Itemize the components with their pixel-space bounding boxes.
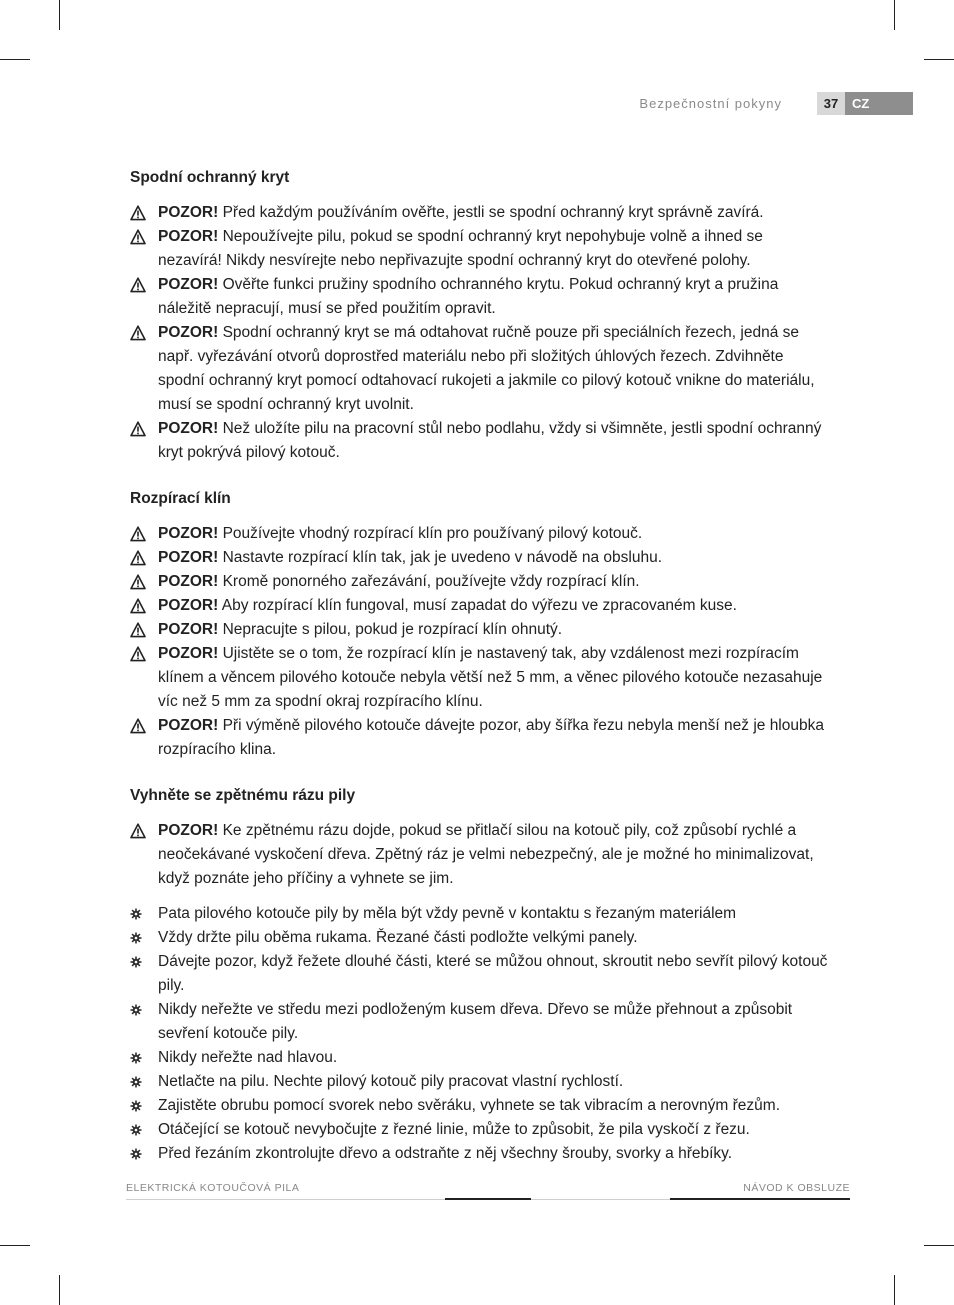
warning-item — [130, 273, 830, 321]
footer-divider-accent — [445, 1198, 531, 1200]
gear-bullet-icon — [130, 1052, 142, 1064]
page-number: 37 — [817, 92, 845, 115]
warning-item — [130, 570, 830, 594]
warning-label: POZOR! — [158, 621, 219, 638]
warning-label: POZOR! — [158, 597, 219, 614]
warning-text: Ověřte funkci pružiny spodního ochranného krytu. Pokud ochranný kryt a pružina náležitě nepracují, musí se před použitím opravit. — [158, 276, 779, 317]
warning-label: POZOR! — [158, 549, 219, 566]
warning-triangle-icon — [130, 421, 146, 437]
warning-item — [130, 642, 830, 714]
warning-text: Než uložíte pilu na pracovní stůl nebo podlahu, vždy si všimněte, jestli spodní ochranný kryt pokrývá pilový kotouč. — [158, 420, 822, 461]
warning-triangle-icon — [130, 277, 146, 293]
bullet-text: Netlačte na pilu. Nechte pilový kotouč pily pracovat vlastní rychlostí. — [158, 1073, 624, 1090]
gear-bullet-icon — [130, 908, 142, 920]
bullet-item — [130, 1070, 830, 1094]
section-title-spodni-kryt: Spodní ochranný kryt — [130, 169, 290, 186]
bullet-item — [130, 998, 830, 1046]
bullet-text: Před řezáním zkontrolujte dřevo a odstraňte z něj všechny šrouby, svorky a hřebíky. — [158, 1145, 733, 1162]
crop-mark — [0, 1245, 30, 1246]
warning-label: POZOR! — [158, 420, 219, 437]
warning-triangle-icon — [130, 718, 146, 734]
warning-text: Před každým používáním ověřte, jestli se spodní ochranný kryt správně zavírá. — [218, 204, 764, 221]
warning-item — [130, 417, 830, 465]
warning-triangle-icon — [130, 823, 146, 839]
warning-item — [130, 546, 830, 570]
warning-item — [130, 714, 830, 762]
gear-bullet-icon — [130, 932, 142, 944]
warning-text: Spodní ochranný kryt se má odtahovat ručně pouze při speciálních řezech, jedná se např. vyřezávání otvorů doprostřed materiálu nebo při složitých úhlových řezech. Zdvihněte spodní ochranný kryt pomocí odtahovací rukojeti a jakmile co pilový kotouč vnikne do materiálu, musí se spodní ochranný kryt uvolnit. — [158, 324, 815, 413]
warning-text: Ujistěte se o tom, že rozpírací klín je nastavený tak, aby vzdálenost mezi rozpíracím klínem a věncem pilového kotouče nebyla větší než 5 mm, a věnec pilového kotouče nezasahuje víc než 5 mm za spodní okraj rozpíracího klínu. — [158, 645, 823, 710]
warning-triangle-icon — [130, 205, 146, 221]
warning-text: Aby rozpírací klín fungoval, musí zapadat do výřezu ve zpracovaném kuse. — [218, 597, 737, 614]
bullet-item — [130, 1142, 830, 1166]
gear-bullet-icon — [130, 1076, 142, 1088]
warning-triangle-icon — [130, 646, 146, 662]
gear-bullet-icon — [130, 1100, 142, 1112]
warning-triangle-icon — [130, 622, 146, 638]
warning-triangle-icon — [130, 229, 146, 245]
bullet-item — [130, 902, 830, 926]
footer-divider-accent — [670, 1198, 850, 1200]
bullet-text: Nikdy neřežte nad hlavou. — [158, 1049, 338, 1066]
warning-triangle-icon — [130, 574, 146, 590]
crop-mark — [59, 0, 60, 30]
bullet-item — [130, 1118, 830, 1142]
warning-label: POZOR! — [158, 573, 219, 590]
warning-item — [130, 201, 830, 225]
bullet-text: Pata pilového kotouče pily by měla být vždy pevně v kontaktu s řezaným materiálem — [158, 905, 737, 922]
section-title-zpetny-raz: Vyhněte se zpětnému rázu pily — [130, 787, 356, 804]
warning-label: POZOR! — [158, 717, 219, 734]
warning-text: Používejte vhodný rozpírací klín pro používaný pilový kotouč. — [218, 525, 643, 542]
warning-item — [130, 225, 830, 273]
warning-label: POZOR! — [158, 276, 219, 293]
warning-item — [130, 321, 830, 417]
warning-text: Nepracujte s pilou, pokud je rozpírací klín ohnutý. — [218, 621, 563, 638]
header-section-label: Bezpečnostní pokyny — [639, 96, 782, 111]
warning-triangle-icon — [130, 550, 146, 566]
bullet-item — [130, 950, 830, 998]
gear-bullet-icon — [130, 1148, 142, 1160]
bullet-text: Otáčející se kotouč nevybočujte z řezné linie, může to způsobit, že pila vyskočí z řezu. — [158, 1121, 750, 1138]
warning-label: POZOR! — [158, 822, 219, 839]
bullet-text: Nikdy neřežte ve středu mezi podloženým kusem dřeva. Dřevo se může přehnout a způsobit sevření kotouče pily. — [158, 1001, 793, 1042]
warning-text: Nepoužívejte pilu, pokud se spodní ochranný kryt nepohybuje volně a ihned se nezavírá! Nikdy nesvírejte nebo nepřivazujte spodní ochranný kryt do otevřené polohy. — [158, 228, 763, 269]
warning-text: Kromě ponorného zařezávání, používejte vždy rozpírací klín. — [218, 573, 640, 590]
warning-item — [130, 819, 830, 891]
language-tag: CZ — [845, 92, 913, 115]
crop-mark — [59, 1275, 60, 1305]
section-title-rozpiraci-klin: Rozpírací klín — [130, 490, 231, 507]
crop-mark — [0, 59, 30, 60]
warning-item — [130, 618, 830, 642]
gear-bullet-icon — [130, 956, 142, 968]
warning-item — [130, 594, 830, 618]
warning-label: POZOR! — [158, 324, 219, 341]
bullet-item — [130, 926, 830, 950]
gear-bullet-icon — [130, 1004, 142, 1016]
warning-triangle-icon — [130, 598, 146, 614]
warning-triangle-icon — [130, 526, 146, 542]
warning-text: Nastavte rozpírací klín tak, jak je uvedeno v návodě na obsluhu. — [218, 549, 663, 566]
warning-triangle-icon — [130, 325, 146, 341]
page-content — [130, 166, 830, 1166]
warning-text: Ke zpětnému rázu dojde, pokud se přitlačí silou na kotouč pily, což způsobí rychlé a neočekávané vyskočení dřeva. Zpětný ráz je velmi nebezpečný, ale je možné ho minimalizovat, když poznáte jeho příčiny a vyhnete se jim. — [158, 822, 814, 887]
warning-label: POZOR! — [158, 525, 219, 542]
warning-text: Při výměně pilového kotouče dávejte pozor, aby šířka řezu nebyla menší než je hloubka rozpíracího klina. — [158, 717, 824, 758]
warning-label: POZOR! — [158, 645, 219, 662]
footer-product-name: ELEKTRICKÁ KOTOUČOVÁ PILA — [126, 1182, 300, 1194]
crop-mark — [924, 59, 954, 60]
bullet-item — [130, 1094, 830, 1118]
bullet-item — [130, 1046, 830, 1070]
warning-label: POZOR! — [158, 204, 219, 221]
footer-manual-label: NÁVOD K OBSLUZE — [743, 1182, 850, 1194]
crop-mark — [894, 0, 895, 30]
crop-mark — [924, 1245, 954, 1246]
warning-label: POZOR! — [158, 228, 219, 245]
warning-item — [130, 522, 830, 546]
bullet-text: Vždy držte pilu oběma rukama. Řezané části podložte velkými panely. — [158, 929, 638, 946]
crop-mark — [894, 1275, 895, 1305]
bullet-text: Dávejte pozor, když řežete dlouhé části, které se můžou ohnout, skroutit nebo sevřít pilový kotouč pily. — [158, 953, 828, 994]
bullet-text: Zajistěte obrubu pomocí svorek nebo svěráku, vyhnete se tak vibracím a nerovným řezům. — [158, 1097, 781, 1114]
gear-bullet-icon — [130, 1124, 142, 1136]
